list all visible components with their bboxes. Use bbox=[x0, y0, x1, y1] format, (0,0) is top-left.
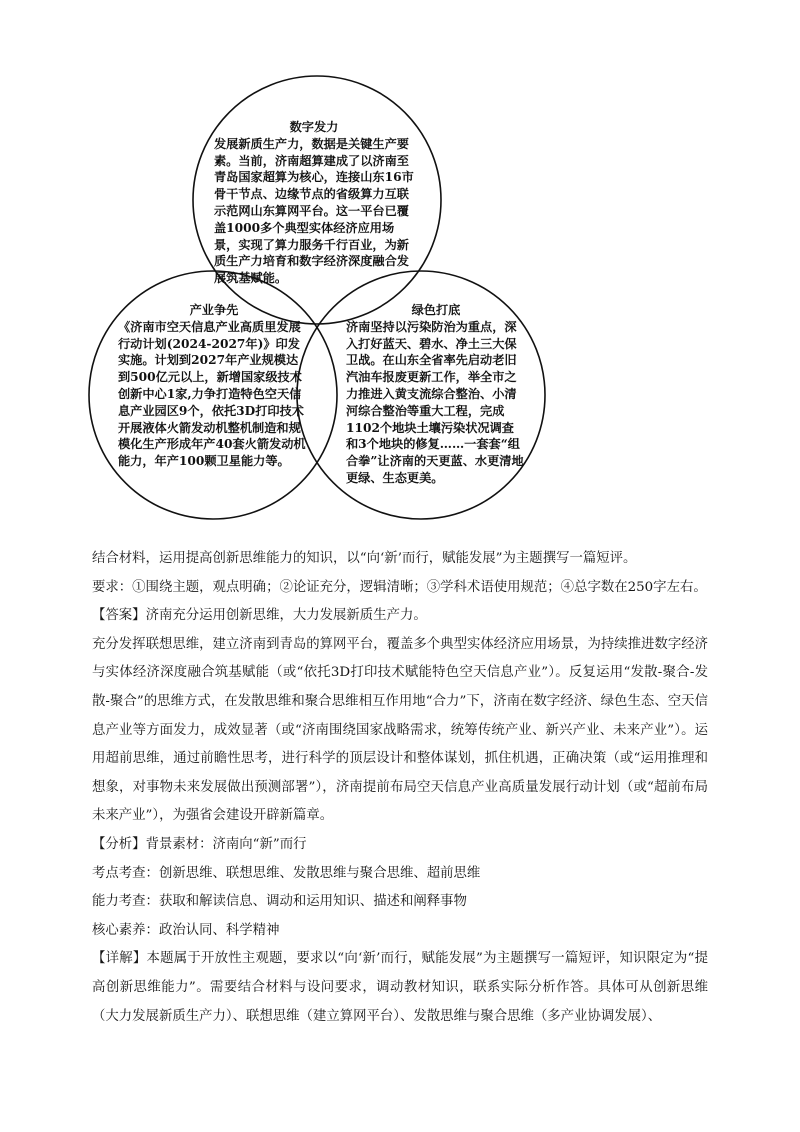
kaodian-line: 考点考查：创新思维、联想思维、发散思维与聚合思维、超前思维 bbox=[92, 865, 481, 881]
answer-heading bbox=[92, 602, 708, 631]
industry-body: 《济南市空天信息产业高质里发展行动计划(2024-2027年)》印发实施。计划到2027年产业规模达到500亿元以上，新增国家级技术创新中心1家,力争打造特色空天信息产业园区9个，依托3D打印技术开展液体火箭发动机整机制造和规模化生产形成年产40套火箭发动机能力，年产100颗卫星能力等。 bbox=[118, 319, 306, 469]
answer-tag: 【答案】 bbox=[92, 608, 146, 624]
digital-body: 发展新质生产力，数据是关键生产要素。当前，济南超算建成了以济南至青岛国家超算为核心，连接山东16市骨干节点、边缘节点的省级算力互联示范网山东算网平台。这一平台已覆盖1000多个典型实体经济应用场景，实现了算力服务千行百业，为新质生产力培育和数字经济深度融合发展筑基赋能。 bbox=[214, 136, 414, 286]
detail-tag: 【详解】 bbox=[92, 951, 147, 967]
digital-title: 数字发力 bbox=[289, 120, 339, 134]
green-body: 济南坚持以污染防治为重点，深入打好蓝天、碧水、净土三大保卫战。在山东全省率先启动老旧汽油车报废更新工作，举全市之力推进入黄支流综合整治、小清河综合整治等重大工程，完成1102个地块土壤污染状况调查和3个地块的修复……一套套“组合拳”让济南的天更蓝、水更清地更绿、生态更美。 bbox=[346, 319, 524, 485]
analysis-tag: 【分析】 bbox=[92, 836, 146, 852]
suyang-line: 核心素养：政治认同、科学精神 bbox=[92, 922, 280, 938]
analysis-heading bbox=[92, 831, 708, 860]
industry-title: 产业争先 bbox=[189, 303, 239, 317]
answer-title: 济南充分运用创新思维，大力发展新质生产力。 bbox=[145, 608, 427, 624]
green-text-block bbox=[346, 302, 526, 487]
analysis-text: 背景素材：济南向“新”而行 bbox=[145, 836, 307, 852]
question-text: 结合材料，运用提高创新思维能力的知识，以“向‘新’而行，赋能发展”为主题撰写一篇短评。 bbox=[92, 551, 637, 566]
nengli-line: 能力考查：获取和解读信息、调动和运用知识、描述和阐释事物 bbox=[92, 894, 467, 910]
green-title: 绿色打底 bbox=[411, 303, 461, 317]
detail-paragraph bbox=[92, 945, 708, 1031]
digital-text-block bbox=[214, 119, 414, 287]
article-body bbox=[92, 545, 708, 1031]
answer-body: 充分发挥联想思维，建立济南到青岛的算网平台，覆盖多个典型实体经济应用场景，为持续推进数字经济与实体经济深度融合筑基赋能（或“依托3D打印技术赋能特色空天信息产业”）。反复运用“发散-聚合-发散-聚合”的思维方式，在发散思维和聚合思维相互作用地“合力”下，济南在数字经济、绿色生态、空天信息产业等方面发力，成效显著（或“济南围绕国家战略需求，统筹传统产业、新兴产业、未来产业”）。运用超前思维，通过前瞻性思考，进行科学的顶层设计和整体谋划，抓住机遇，正确决策（或“运用推理和想象，对事物未来发展做出预测部署”），济南提前布局空天信息产业高质量发展行动计划（或“超前布局未来产业”），为强省会建设开辟新篇章。 bbox=[92, 636, 708, 824]
requirements-text: 要求：①围绕主题，观点明确；②论证充分，逻辑清晰；③学科术语使用规范；④总字数在250字左右。 bbox=[92, 579, 707, 595]
industry-text-block bbox=[118, 302, 310, 470]
detail-text: 本题属于开放性主观题，要求以“向‘新’而行，赋能发展”为主题撰写一篇短评，知识限定为“提高创新思维能力”。需要结合材料与设问要求，调动教材知识，联系实际分析作答。具体可从创新思维（大力发展新质生产力）、联想思维（建立算网平台）、发散思维与聚合思维（多产业协调发展）、 bbox=[92, 951, 708, 1024]
